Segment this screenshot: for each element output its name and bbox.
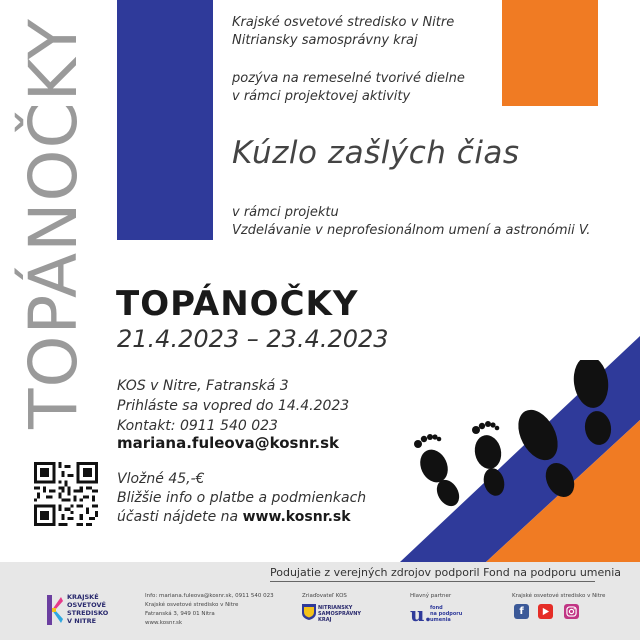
event-dates: 21.4.2023 – 23.4.2023 [117, 325, 389, 353]
kos-logo-line: STREDISKO [67, 609, 109, 617]
website-link[interactable]: www.kosnr.sk [242, 509, 351, 525]
event-title: Kúzlo zašlých čias [232, 135, 520, 171]
fee-block [117, 470, 366, 527]
partner-name-line: fond [430, 605, 443, 611]
footprints-icon [410, 360, 640, 530]
venue-address: KOS v Nitre, Fatranská 3 [117, 378, 289, 394]
footer-divider [270, 581, 595, 582]
founder-name-line: NITRIANSKY [318, 605, 353, 611]
funding-note: Podujatie z verejných zdrojov podporil Fond na podporu umenia [270, 566, 622, 579]
main-title: TOPÁNOČKY [116, 284, 359, 324]
founder-name-line: SAMOSPRÁVNY [318, 611, 362, 617]
invite-block [232, 70, 465, 106]
social-label: Krajské osvetové stredisko v Nitre [512, 593, 606, 599]
kos-logo-line: KRAJSKÉ [67, 593, 99, 601]
shoe-right-print [571, 360, 614, 447]
partner-name [430, 605, 462, 623]
founder-name [318, 605, 361, 623]
footer-contact [145, 592, 274, 628]
project-block [232, 204, 590, 240]
organizer-name: Krajské osvetové stredisko v Nitre [232, 15, 455, 30]
organizer-block [232, 14, 454, 50]
vertical-title [14, 8, 92, 438]
vertical-title-text: TOPÁNOČKY [14, 17, 92, 429]
contact-email[interactable]: mariana.fuleova@kosnr.sk [117, 434, 339, 452]
footer-contact-line: Info: mariana.fuleova@kosnr.sk, 0911 540 023 [145, 593, 274, 599]
partner-name-line: na podporu [430, 611, 463, 617]
instagram-icon[interactable] [564, 604, 579, 619]
shoe-left-print [510, 403, 580, 502]
kos-logo-text [67, 593, 108, 625]
partner-name-line: umenia [430, 617, 451, 623]
founder-label: Zriaďovateľ KOS [302, 593, 347, 599]
footer [0, 562, 640, 640]
footer-contact-line: www.kosnr.sk [145, 620, 182, 626]
contact-phone: Kontakt: 0911 540 023 [117, 418, 278, 434]
fee-amount: Vložné 45,-€ [117, 471, 205, 487]
fee-web-prefix: účasti nájdete na [117, 509, 243, 525]
nsk-crest-icon [302, 604, 316, 620]
invite-line-2: v rámci projektovej aktivity [232, 89, 411, 104]
organizer-region: Nitriansky samosprávny kraj [232, 33, 418, 48]
blue-block [117, 0, 213, 240]
small-right-footprint [472, 421, 508, 498]
kos-logo-line: V NITRE [67, 617, 97, 625]
project-line-2: Vzdelávanie v neprofesionálnom umení a astronómii V. [232, 223, 591, 238]
registration-deadline: Prihláste sa vopred do 14.4.2023 [117, 398, 350, 414]
kos-logo-line: OSVETOVÉ [67, 601, 106, 609]
facebook-icon[interactable]: f [514, 604, 529, 619]
footer-contact-line: Fatranská 3, 949 01 Nitra [145, 611, 215, 617]
kos-logo-icon [47, 595, 63, 625]
youtube-icon[interactable] [538, 604, 553, 619]
partner-label: Hlavný partner [410, 593, 452, 599]
venue-block [117, 376, 349, 436]
fee-info-line: Bližšie info o platbe a podmienkach [117, 490, 367, 506]
founder-name-line: KRAJ [318, 617, 332, 623]
footer-contact-line: Krajské osvetové stredisko v Nitre [145, 602, 239, 608]
qr-code [34, 462, 98, 526]
project-line-1: v rámci projektu [232, 205, 339, 220]
orange-block [502, 0, 598, 106]
small-left-footprint [414, 434, 464, 510]
invite-line-1: pozýva na remeselné tvorivé dielne [232, 71, 465, 86]
fpu-logo-icon: u. [410, 602, 432, 626]
fee-info-web-line [117, 508, 366, 527]
